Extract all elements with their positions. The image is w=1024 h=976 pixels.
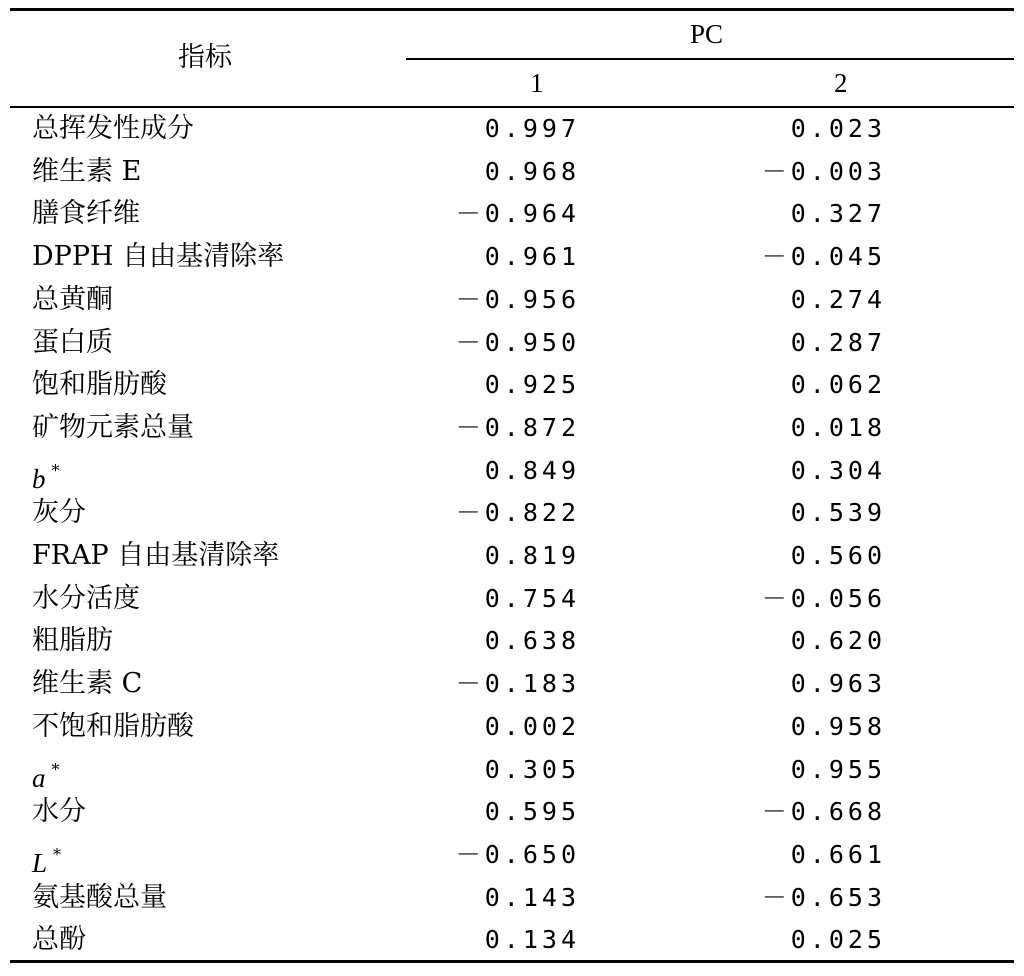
row-indicator-name: [32, 283, 113, 317]
pc1-value: 0.925: [484, 370, 580, 400]
pc-header: PC: [690, 19, 724, 49]
indicator-label: 水分活度: [32, 582, 140, 614]
indicator-label: 总黄酮: [32, 283, 113, 315]
row-indicator-name: [32, 923, 86, 957]
pc1-value: 0.754: [484, 583, 580, 613]
row-indicator-name: [32, 624, 113, 658]
pc1-value: 0.002: [484, 711, 580, 741]
indicator-label: a: [32, 762, 46, 793]
pc1-value: 0.595: [484, 797, 580, 827]
pc2-value: 0.287: [790, 327, 886, 357]
pc1-value: －0.822: [455, 498, 580, 528]
table-row: [0, 151, 1024, 193]
table-row: [0, 364, 1024, 406]
pc1-value: －0.964: [455, 199, 580, 229]
indicator-label: 膳食纤维: [32, 198, 140, 230]
table-row: [0, 108, 1024, 150]
pc2-value: 0.274: [790, 284, 886, 314]
row-indicator-name: [32, 368, 167, 402]
pc2-value: 0.018: [790, 412, 886, 442]
table-row: [0, 834, 1024, 876]
table-row: [0, 450, 1024, 492]
pc1-value: 0.143: [484, 882, 580, 912]
indicator-label: 总挥发性成分: [32, 113, 194, 144]
row-indicator-name: [32, 710, 194, 744]
indicator-label: 总酚: [32, 924, 86, 956]
pc1-value: 0.819: [484, 541, 580, 570]
pc2-value: －0.653: [761, 882, 886, 912]
table-row: [0, 706, 1024, 748]
table-row: [0, 663, 1024, 705]
top-rule: [10, 8, 1014, 11]
pc2-value: 0.620: [790, 626, 886, 656]
pc2-value: 0.955: [790, 754, 886, 784]
indicator-header: 指标: [178, 42, 232, 73]
table-row: [0, 919, 1024, 961]
pc1-value: －0.956: [455, 284, 580, 314]
pc2-value: 0.963: [790, 669, 886, 699]
pc2-value: 0.560: [790, 541, 886, 570]
table-row: [0, 236, 1024, 278]
pc2-value: －0.668: [761, 797, 886, 827]
indicator-label: DPPH 自由基清除率: [32, 241, 285, 273]
row-indicator-name: [32, 496, 86, 530]
pc1-value: 0.961: [484, 242, 580, 272]
pc2-value: －0.045: [761, 242, 886, 272]
pc1-value: －0.950: [455, 327, 580, 357]
indicator-label: 饱和脂肪酸: [32, 369, 167, 401]
indicator-label: 蛋白质: [32, 326, 113, 358]
row-indicator-name: [32, 411, 194, 445]
pc2-value: 0.025: [790, 925, 886, 955]
pc1-column-header: 1: [530, 68, 544, 98]
bottom-rule: [10, 960, 1014, 963]
table-row: [0, 322, 1024, 364]
row-indicator-name: [32, 881, 167, 915]
indicator-label: 灰分: [32, 497, 86, 529]
pc2-value: 0.327: [790, 199, 886, 229]
pc1-value: 0.997: [484, 114, 580, 143]
indicator-label: 粗脂肪: [32, 625, 113, 657]
row-indicator-name: [32, 795, 86, 829]
indicator-label: 维生素 C: [32, 668, 143, 700]
superscript-mark: *: [51, 460, 60, 480]
table-row: [0, 578, 1024, 620]
table-row: [0, 492, 1024, 534]
pc1-value: －0.650: [455, 839, 580, 869]
pc2-value: 0.023: [790, 114, 886, 143]
pc2-column-header: 2: [834, 68, 848, 98]
pc2-value: 0.539: [790, 498, 886, 528]
superscript-mark: *: [51, 759, 60, 779]
pc1-value: －0.872: [455, 412, 580, 442]
pc1-value: 0.849: [484, 455, 580, 485]
row-indicator-name: [32, 454, 60, 497]
pc1-value: 0.638: [484, 626, 580, 656]
table-row: [0, 877, 1024, 919]
pc2-value: －0.003: [761, 156, 886, 186]
pc-header-rule: [406, 58, 1014, 60]
table-row: [0, 791, 1024, 833]
pc1-value: 0.305: [484, 754, 580, 784]
table-row: [0, 749, 1024, 791]
indicator-label: L: [32, 847, 48, 878]
indicator-label: 水分: [32, 796, 86, 828]
table-row: [0, 535, 1024, 577]
indicator-label: 矿物元素总量: [32, 411, 194, 443]
pc2-value: －0.056: [761, 583, 886, 613]
pc1-value: －0.183: [455, 669, 580, 699]
row-indicator-name: [32, 582, 140, 616]
row-indicator-name: [32, 240, 284, 274]
superscript-mark: *: [53, 844, 62, 864]
pc1-value: 0.968: [484, 156, 580, 186]
table-row: [0, 620, 1024, 662]
pc2-value: 0.661: [790, 839, 886, 869]
indicator-label: 维生素 E: [32, 155, 142, 187]
indicator-label: 不饱和脂肪酸: [32, 710, 194, 742]
indicator-label: FRAP 自由基清除率: [32, 540, 280, 571]
table-row: [0, 407, 1024, 449]
row-indicator-name: [32, 155, 141, 189]
pc2-value: 0.062: [790, 370, 886, 400]
table-row: [0, 279, 1024, 321]
pc2-value: 0.958: [790, 711, 886, 741]
pc1-value: 0.134: [484, 925, 580, 955]
row-indicator-name: [32, 838, 61, 881]
row-indicator-name: [32, 197, 140, 231]
row-indicator-name: [32, 667, 142, 701]
pc2-value: 0.304: [790, 455, 886, 485]
indicator-label: 氨基酸总量: [32, 881, 167, 913]
row-indicator-name: [32, 753, 60, 796]
row-indicator-name: [32, 112, 194, 146]
row-indicator-name: [32, 539, 279, 573]
indicator-label: b: [32, 463, 46, 494]
table-row: [0, 193, 1024, 235]
row-indicator-name: [32, 326, 113, 360]
